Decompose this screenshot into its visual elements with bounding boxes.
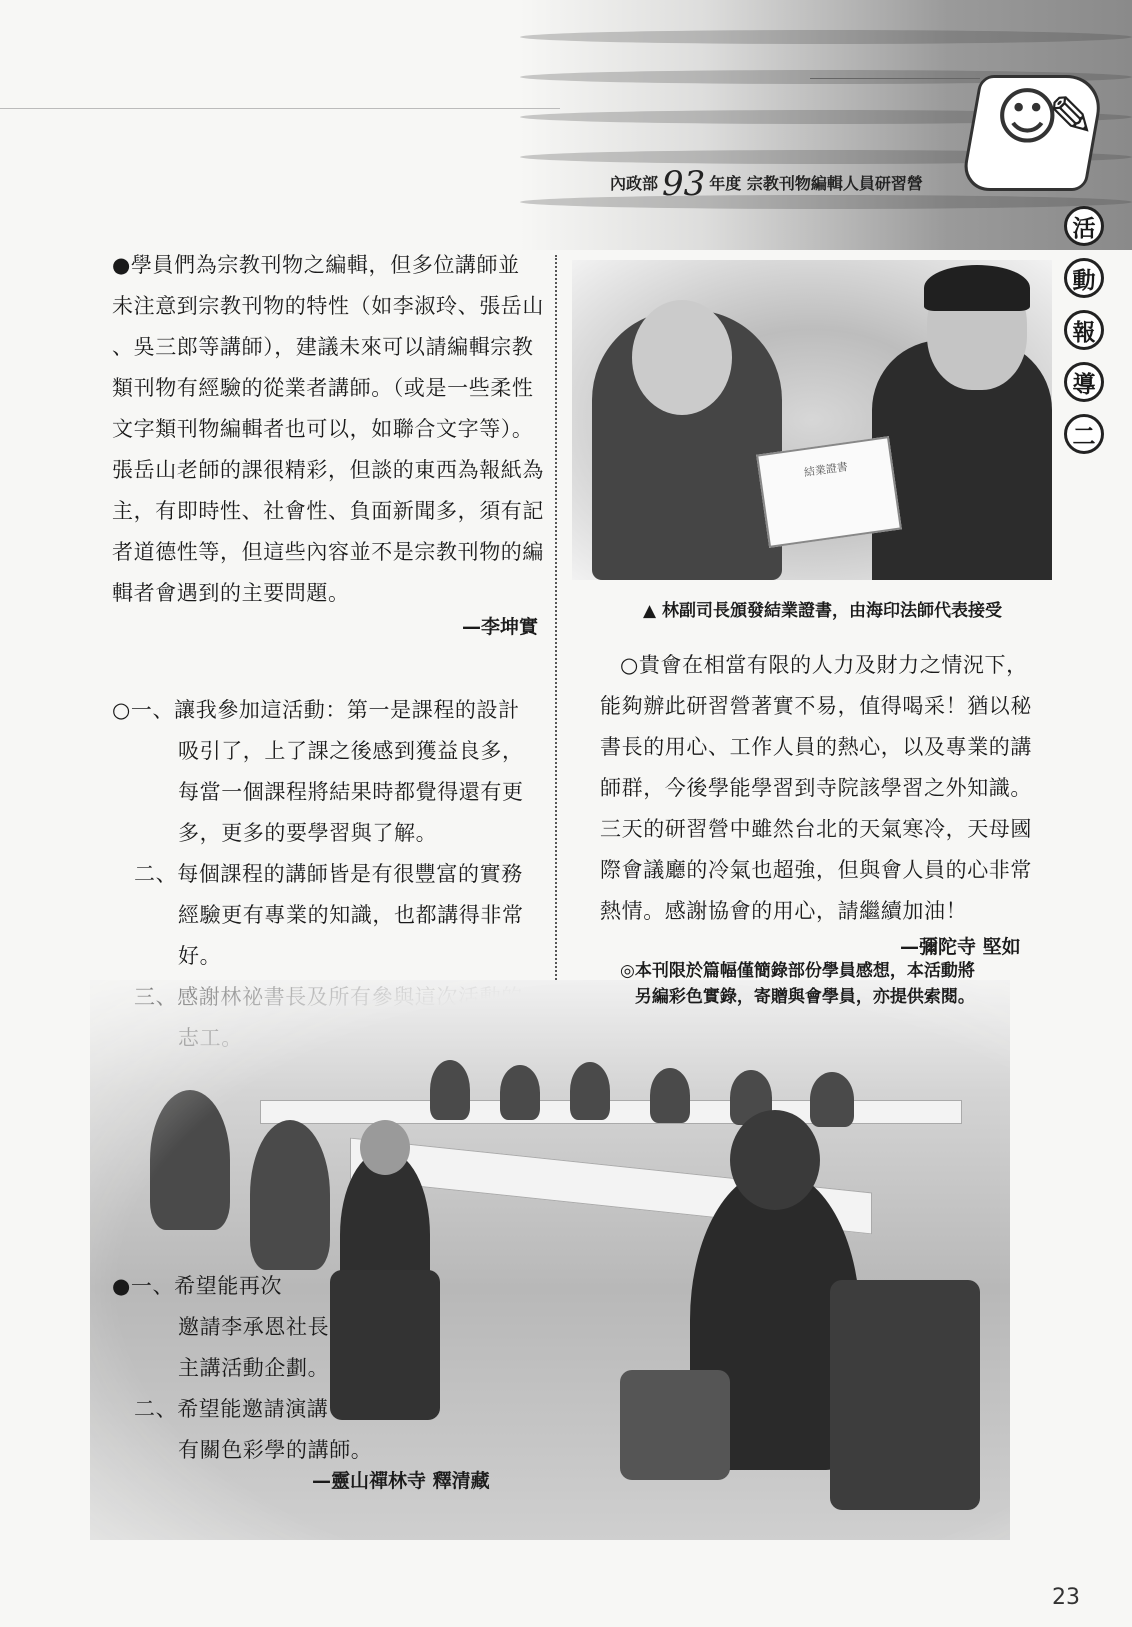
head-icon: ☺ <box>995 80 1060 153</box>
text-line: 、吳三郎等講師），建議未來可以請編輯宗教 <box>112 335 534 359</box>
text-line: 三天的研習營中雖然台北的天氣寒冷，天母國 <box>600 817 1032 841</box>
conference-table <box>260 1100 962 1124</box>
text-line: 輯者會遇到的主要問題。 <box>112 581 350 605</box>
text-line: 類刊物有經驗的從業者講師。（或是一些柔性 <box>112 376 534 400</box>
column-divider <box>555 255 557 980</box>
note-line: ◎本刊限於篇幅僅簡錄部份學員感想，本活動將 <box>620 961 975 981</box>
page-number: 23 <box>1052 1585 1080 1610</box>
header-title-prefix: 內政部 <box>610 174 659 193</box>
text-line: ●學員們為宗教刊物之編輯，但多位講師並 <box>112 253 520 277</box>
attendee <box>810 1072 854 1127</box>
award-photo <box>572 260 1052 580</box>
comment-paragraph-3 <box>112 1266 432 1471</box>
header-year: 93 <box>662 164 706 204</box>
attendee <box>570 1062 610 1120</box>
section-char: 報 <box>1064 310 1104 350</box>
text-line: ●一、希望能再次 <box>112 1274 283 1298</box>
signature: —彌陀寺 堅如 <box>900 936 1021 958</box>
text-line: 有關色彩學的講師。 <box>178 1438 373 1462</box>
signature: —靈山禪林寺 釋清藏 <box>312 1470 490 1492</box>
signature: —李坤實 <box>462 616 539 638</box>
comment-paragraph-right <box>600 645 1050 932</box>
header-rule-left <box>0 108 560 109</box>
section-char: 活 <box>1064 206 1104 246</box>
text-line: 好。 <box>178 944 222 968</box>
text-line: 每當一個課程將結果時都覺得還有更 <box>178 780 524 804</box>
text-line: 邀請李承恩社長 <box>178 1315 330 1339</box>
header-title-suffix: 年度 宗教刊物編輯人員研習營 <box>709 174 923 193</box>
section-char: 導 <box>1064 362 1104 402</box>
text-line: 未注意到宗教刊物的特性（如李淑玲、張岳山 <box>112 294 544 318</box>
text-line: 能夠辦此研習營著實不易，值得喝采！猶以秘 <box>600 694 1032 718</box>
section-label-vertical <box>1064 206 1104 466</box>
attendee <box>150 1090 230 1230</box>
text-line: ○貴會在相當有限的人力及財力之情況下， <box>620 653 1028 677</box>
text-line: 主，有即時性、社會性、負面新聞多，須有記 <box>112 499 544 523</box>
text-line: 文字類刊物編輯者也可以，如聯合文字等）。 <box>112 417 534 441</box>
comment-paragraph-1 <box>112 245 542 614</box>
attendee-head <box>360 1120 410 1175</box>
official-hair <box>924 265 1030 311</box>
section-char: 二 <box>1064 414 1104 454</box>
text-line: 主講活動企劃。 <box>178 1356 330 1380</box>
editor-note <box>620 958 975 1010</box>
text-line: 二、每個課程的講師皆是有很豐富的實務 <box>134 862 523 886</box>
attendee <box>430 1060 470 1120</box>
certificate <box>756 436 902 548</box>
certificate-text: 結業證書 <box>803 460 849 480</box>
office-chair <box>830 1280 980 1510</box>
text-line: 二、希望能邀請演講 <box>134 1397 329 1421</box>
attendee <box>650 1068 690 1123</box>
attendee <box>250 1120 330 1270</box>
attendee <box>500 1065 540 1120</box>
pen-icon: ✎ <box>1048 85 1095 150</box>
header-rule-right <box>810 78 980 79</box>
section-char: 動 <box>1064 258 1104 298</box>
header-title <box>610 158 923 204</box>
text-line: 書長的用心、工作人員的熱心，以及專業的講 <box>600 735 1032 759</box>
text-line: 經驗更有專業的知識，也都講得非常 <box>178 903 524 927</box>
attendee-head <box>730 1110 820 1210</box>
text-line: 者道德性等，但這些內容並不是宗教刊物的編 <box>112 540 544 564</box>
text-line: 張岳山老師的課很精彩，但談的東西為報紙為 <box>112 458 544 482</box>
photo-caption: ▲ 林副司長頒發結業證書，由海印法師代表接受 <box>643 601 1002 621</box>
text-line: 多，更多的要學習與了解。 <box>178 821 438 845</box>
bag <box>620 1370 730 1480</box>
text-line: 際會議廳的冷氣也超強，但與會人員的心非常 <box>600 858 1032 882</box>
text-line: 吸引了，上了課之後感到獲益良多， <box>178 739 524 763</box>
monk-head <box>632 300 732 415</box>
text-line: 熱情。感謝協會的用心，請繼續加油！ <box>600 899 968 923</box>
text-line: 師群，今後學能學習到寺院該學習之外知識。 <box>600 776 1032 800</box>
text-line: ○一、讓我參加這活動：第一是課程的設計 <box>112 698 520 722</box>
note-line: 另編彩色實錄，寄贈與會學員，亦提供索閱。 <box>634 987 975 1007</box>
